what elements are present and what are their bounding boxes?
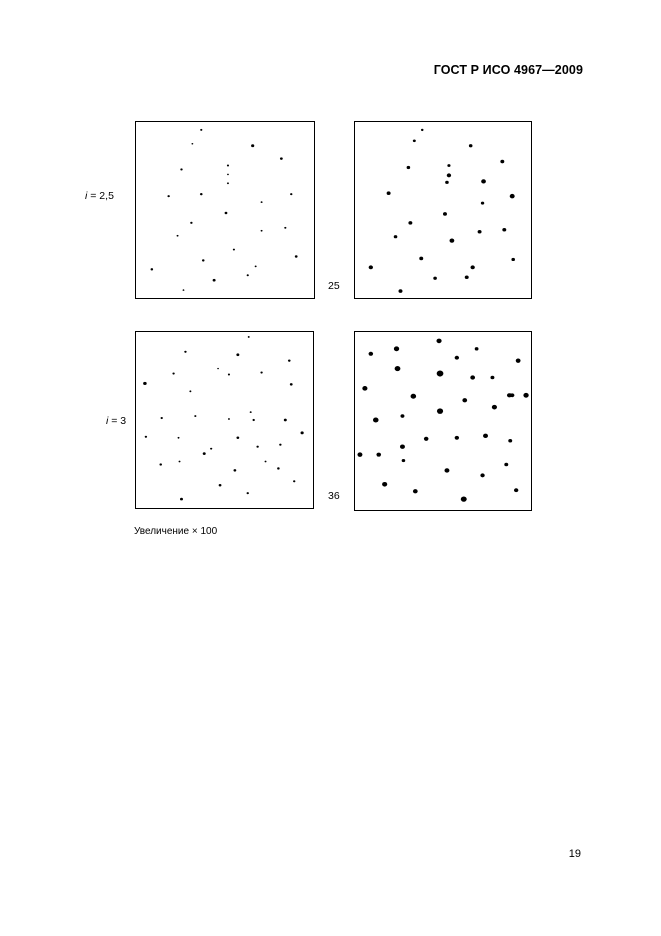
inclusion-dot bbox=[399, 289, 403, 293]
inclusion-dot bbox=[469, 144, 473, 147]
inclusion-dot bbox=[394, 235, 398, 238]
inclusion-dot bbox=[500, 160, 504, 164]
inclusion-dot bbox=[369, 352, 374, 356]
inclusion-dot bbox=[481, 179, 486, 183]
inclusion-dot bbox=[516, 359, 521, 363]
row-label-1-var: i bbox=[85, 190, 88, 202]
inclusion-dot bbox=[252, 419, 254, 421]
inclusion-dot bbox=[465, 275, 469, 279]
inclusion-dot bbox=[387, 191, 391, 195]
inclusion-dot bbox=[413, 489, 418, 493]
inclusion-dot bbox=[455, 356, 459, 360]
inclusion-dot bbox=[413, 139, 416, 142]
micrograph-panel-2-left bbox=[135, 331, 314, 509]
inclusion-dots-1-left bbox=[136, 122, 314, 298]
inclusion-dot bbox=[483, 434, 488, 438]
inclusion-dot bbox=[277, 467, 280, 469]
inclusion-dot bbox=[475, 347, 479, 350]
inclusion-dot bbox=[511, 258, 515, 261]
inclusion-dot bbox=[248, 336, 250, 338]
inclusion-dot bbox=[470, 265, 474, 269]
inclusion-dot bbox=[510, 393, 514, 397]
inclusion-dot bbox=[461, 496, 467, 501]
inclusion-dot bbox=[184, 351, 186, 353]
inclusion-dot bbox=[161, 417, 163, 419]
inclusion-dot bbox=[447, 173, 451, 177]
inclusion-dot bbox=[177, 235, 179, 237]
inclusion-dot bbox=[284, 419, 287, 422]
inclusion-dot bbox=[183, 289, 185, 291]
inclusion-dot bbox=[400, 414, 404, 418]
inclusion-dot bbox=[437, 408, 443, 414]
inclusion-dot bbox=[233, 249, 235, 251]
inclusion-dot bbox=[444, 468, 449, 472]
inclusion-dot bbox=[190, 222, 192, 224]
inclusion-dot bbox=[210, 448, 212, 450]
inclusion-dot bbox=[376, 453, 381, 457]
row-label-1-value: = 2,5 bbox=[87, 190, 114, 202]
inclusion-dot bbox=[508, 439, 512, 443]
inclusion-dot bbox=[217, 368, 219, 369]
inclusion-dot bbox=[408, 221, 412, 225]
inclusion-dot bbox=[293, 480, 295, 482]
inclusion-dot bbox=[200, 193, 203, 195]
inclusion-dot bbox=[236, 437, 239, 439]
inclusion-dot bbox=[260, 371, 262, 373]
inclusion-dot bbox=[395, 366, 401, 371]
inclusion-dot bbox=[284, 227, 286, 229]
inclusion-dots-2-right bbox=[355, 332, 531, 510]
micrograph-panel-1-left bbox=[135, 121, 315, 299]
inclusion-dot bbox=[225, 212, 228, 214]
inclusion-dot bbox=[233, 469, 236, 471]
inclusion-dot bbox=[228, 418, 230, 420]
inclusion-dot bbox=[200, 129, 202, 131]
inclusion-dot bbox=[481, 202, 484, 205]
inclusion-dot bbox=[450, 239, 455, 243]
row-label-2-value: = 3 bbox=[108, 415, 127, 427]
inclusion-dot bbox=[400, 444, 405, 448]
page-number: 19 bbox=[568, 848, 581, 860]
inclusion-dot bbox=[478, 230, 482, 234]
inclusion-dot bbox=[265, 461, 267, 463]
inclusion-dots-1-right bbox=[355, 122, 531, 298]
inclusion-dot bbox=[191, 143, 193, 145]
inclusion-dot bbox=[514, 488, 518, 492]
inclusion-dot bbox=[194, 415, 196, 417]
inclusion-dot bbox=[203, 452, 206, 455]
inclusion-dot bbox=[421, 129, 424, 131]
inclusion-dot bbox=[443, 212, 447, 216]
inclusion-dot bbox=[227, 174, 229, 176]
inclusion-dot bbox=[247, 274, 249, 276]
inclusion-dot bbox=[261, 230, 263, 232]
inclusion-dot bbox=[167, 195, 169, 197]
row-number-2: 36 bbox=[328, 490, 340, 502]
inclusion-dot bbox=[236, 353, 239, 356]
inclusion-dot bbox=[445, 181, 449, 184]
inclusion-dot bbox=[213, 279, 216, 282]
inclusion-dot bbox=[227, 165, 229, 167]
micrograph-panel-2-right bbox=[354, 331, 532, 511]
inclusion-dot bbox=[179, 461, 181, 463]
inclusion-dot bbox=[145, 436, 147, 438]
inclusion-dot bbox=[279, 444, 281, 446]
inclusion-dot bbox=[290, 193, 292, 195]
inclusion-dot bbox=[373, 418, 379, 423]
inclusion-dot bbox=[143, 382, 147, 385]
inclusion-dot bbox=[172, 372, 174, 374]
inclusion-dot bbox=[437, 371, 444, 377]
document-code: ГОСТ Р ИСО 4967—2009 bbox=[433, 63, 583, 77]
inclusion-dot bbox=[255, 265, 257, 267]
inclusion-dot bbox=[202, 259, 205, 261]
inclusion-dot bbox=[402, 459, 406, 462]
magnification-caption: Увеличение × 100 bbox=[134, 526, 218, 537]
inclusion-dots-2-left bbox=[136, 332, 313, 508]
inclusion-dot bbox=[295, 255, 298, 257]
inclusion-dot bbox=[407, 166, 411, 169]
inclusion-dot bbox=[523, 393, 528, 398]
inclusion-dot bbox=[357, 452, 362, 456]
inclusion-dot bbox=[502, 228, 506, 232]
row-number-1: 25 bbox=[328, 280, 340, 292]
inclusion-dot bbox=[178, 437, 180, 439]
row-label-1 bbox=[85, 190, 114, 202]
row-label-2-var: i bbox=[106, 415, 109, 427]
inclusion-dot bbox=[492, 405, 497, 410]
inclusion-dot bbox=[256, 446, 258, 448]
inclusion-dot bbox=[462, 398, 467, 402]
inclusion-dot bbox=[490, 376, 494, 380]
inclusion-dot bbox=[369, 265, 373, 269]
inclusion-dot bbox=[247, 492, 249, 494]
inclusion-dot bbox=[250, 411, 252, 413]
row-label-2 bbox=[106, 415, 126, 427]
inclusion-dot bbox=[151, 268, 154, 270]
inclusion-dot bbox=[180, 498, 183, 501]
inclusion-dot bbox=[251, 144, 254, 147]
inclusion-dot bbox=[288, 360, 291, 362]
micrograph-panel-1-right bbox=[354, 121, 532, 299]
inclusion-dot bbox=[455, 436, 459, 440]
inclusion-dot bbox=[480, 473, 484, 477]
inclusion-dot bbox=[290, 383, 293, 385]
inclusion-dot bbox=[470, 375, 475, 379]
inclusion-dot bbox=[280, 157, 283, 159]
inclusion-dot bbox=[382, 482, 387, 487]
inclusion-dot bbox=[180, 168, 182, 170]
inclusion-dot bbox=[447, 164, 450, 167]
inclusion-dot bbox=[419, 257, 423, 261]
inclusion-dot bbox=[510, 194, 515, 198]
inclusion-dot bbox=[411, 394, 417, 399]
inclusion-dot bbox=[436, 339, 441, 344]
inclusion-dot bbox=[433, 277, 437, 280]
inclusion-dot bbox=[261, 201, 263, 203]
inclusion-dot bbox=[301, 431, 304, 434]
inclusion-dot bbox=[219, 484, 222, 486]
inclusion-dot bbox=[424, 437, 429, 441]
inclusion-dot bbox=[362, 386, 367, 391]
inclusion-dot bbox=[228, 374, 230, 376]
inclusion-dot bbox=[189, 390, 191, 392]
inclusion-dot bbox=[504, 463, 508, 467]
inclusion-dot bbox=[159, 463, 162, 465]
inclusion-dot bbox=[227, 182, 229, 184]
inclusion-dot bbox=[394, 346, 399, 351]
